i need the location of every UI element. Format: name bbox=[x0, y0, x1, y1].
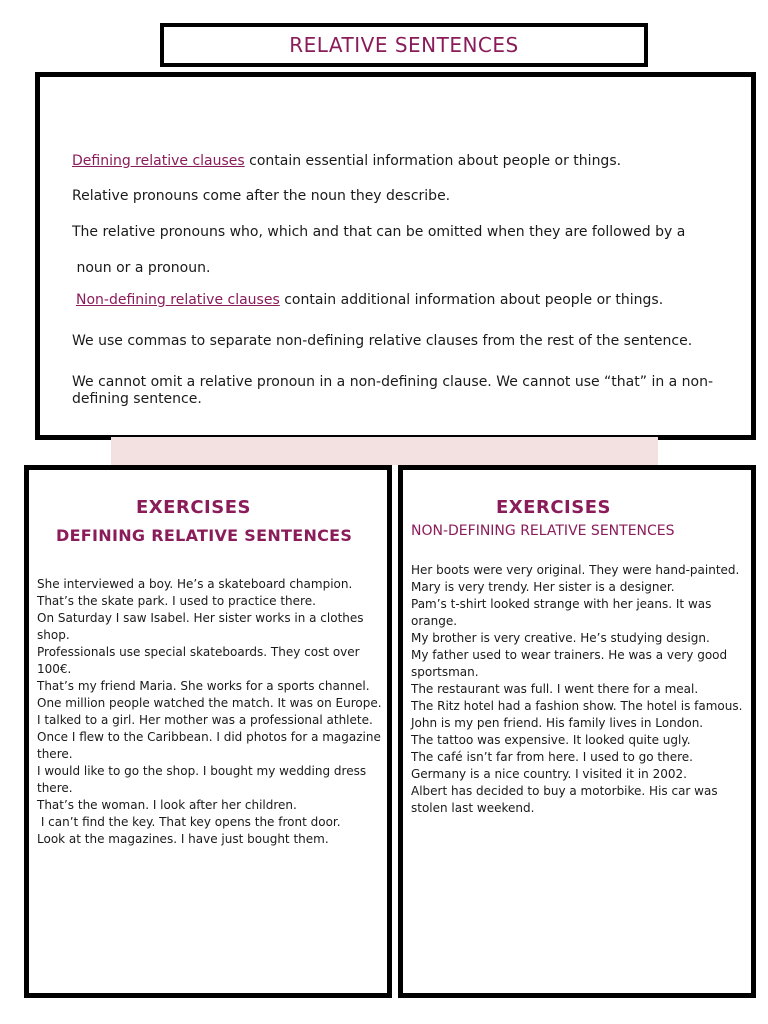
defining-clause-definition bbox=[72, 153, 621, 170]
list-item: The restaurant was full. I went there for a meal. bbox=[411, 682, 699, 696]
nondefining-clause-definition bbox=[76, 292, 663, 309]
list-item: She interviewed a boy. He’s a skateboard champion. bbox=[37, 577, 353, 591]
list-item: That’s the woman. I look after her children. bbox=[37, 798, 297, 812]
list-item: I can’t find the key. That key opens the front door. bbox=[37, 815, 341, 829]
info-line-4: noun or a pronoun. bbox=[72, 260, 211, 276]
defining-rest: contain essential information about people or things. bbox=[244, 153, 622, 169]
list-item: The tattoo was expensive. It looked quite ugly. bbox=[411, 733, 691, 747]
list-item: John is my pen friend. His family lives in London. bbox=[411, 716, 704, 730]
info-line-2: Relative pronouns come after the noun they describe. bbox=[72, 188, 451, 204]
nondefining-exercises-panel bbox=[398, 465, 756, 998]
info-line-3: The relative pronouns who, which and that can be omitted when they are followed by a bbox=[72, 224, 686, 240]
nondefining-term: Non-defining relative clauses bbox=[76, 292, 280, 308]
list-item: Mary is very trendy. Her sister is a designer. bbox=[411, 580, 675, 594]
list-item: On Saturday I saw Isabel. Her sister works in a clothes shop. bbox=[37, 611, 364, 642]
right-exercises-subheading: NON-DEFINING RELATIVE SENTENCES bbox=[411, 523, 675, 539]
info-line-6: We use commas to separate non-defining relative clauses from the rest of the sentence. bbox=[72, 333, 693, 349]
list-item: Look at the magazines. I have just bought them. bbox=[37, 832, 329, 846]
page-title-text: RELATIVE SENTENCES bbox=[289, 33, 519, 57]
list-item: Her boots were very original. They were hand-painted. bbox=[411, 563, 740, 577]
nondefining-rest: contain additional information about people or things. bbox=[279, 292, 664, 308]
defining-exercises-panel bbox=[24, 465, 392, 998]
nondefining-exercise-list bbox=[411, 562, 751, 817]
list-item: My father used to wear trainers. He was a very good sportsman. bbox=[411, 648, 728, 679]
info-line-7: We cannot omit a relative pronoun in a non-defining clause. We cannot use “that” in a non-defining sentence. bbox=[72, 374, 714, 407]
decorative-band bbox=[111, 437, 658, 465]
defining-exercise-list bbox=[37, 576, 387, 848]
list-item: Germany is a nice country. I visited it in 2002. bbox=[411, 767, 687, 781]
page-title bbox=[160, 23, 648, 67]
list-item: My brother is very creative. He’s studying design. bbox=[411, 631, 710, 645]
list-item: The café isn’t far from here. I used to go there. bbox=[411, 750, 693, 764]
list-item: I talked to a girl. Her mother was a professional athlete. bbox=[37, 713, 373, 727]
list-item: Professionals use special skateboards. They cost over 100€. bbox=[37, 645, 360, 676]
list-item: I would like to go the shop. I bought my wedding dress there. bbox=[37, 764, 367, 795]
list-item: Pam’s t-shirt looked strange with her jeans. It was orange. bbox=[411, 597, 712, 628]
left-exercises-subheading: DEFINING RELATIVE SENTENCES bbox=[56, 526, 353, 545]
list-item: The Ritz hotel had a fashion show. The hotel is famous. bbox=[411, 699, 743, 713]
right-exercises-heading: EXERCISES bbox=[496, 497, 611, 518]
list-item: That’s the skate park. I used to practice there. bbox=[37, 594, 316, 608]
left-exercises-heading: EXERCISES bbox=[136, 497, 251, 518]
list-item: Once I flew to the Caribbean. I did photos for a magazine there. bbox=[37, 730, 381, 761]
grammar-info-box bbox=[35, 72, 756, 440]
list-item: That’s my friend Maria. She works for a sports channel. bbox=[37, 679, 370, 693]
defining-term: Defining relative clauses bbox=[72, 153, 245, 169]
list-item: Albert has decided to buy a motorbike. His car was stolen last weekend. bbox=[411, 784, 718, 815]
list-item: One million people watched the match. It was on Europe. bbox=[37, 696, 382, 710]
